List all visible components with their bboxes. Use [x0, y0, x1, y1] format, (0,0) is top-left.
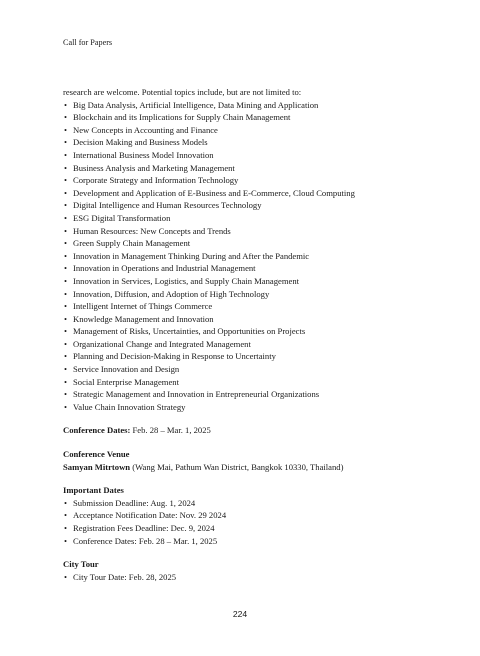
date-list-item: [63, 522, 423, 535]
bullet-glyph: •: [64, 275, 68, 286]
bullet-glyph: •: [64, 523, 68, 533]
list-item-text: New Concepts in Accounting and Finance: [73, 124, 218, 135]
topic-list-item: [63, 99, 423, 112]
date-list-item: [63, 535, 423, 548]
bullet-glyph: •: [64, 137, 68, 148]
page-number: 224: [232, 609, 248, 619]
list-item-text: Intelligent Internet of Things Commerce: [73, 301, 213, 312]
list-item-text: Strategic Management and Innovation in Entrepreneurial Organizations: [73, 389, 320, 400]
bullet-glyph: •: [64, 571, 68, 582]
bullet-glyph: •: [64, 225, 68, 236]
running-head: Call for Papers: [63, 38, 113, 47]
list-item-text: Green Supply Chain Management: [73, 238, 191, 249]
topic-list-item: [63, 250, 423, 263]
list-item-text: Corporate Strategy and Information Technology: [73, 175, 239, 186]
list-item-text: Conference Dates: Feb. 28 – Mar. 1, 2025: [73, 535, 218, 546]
topic-list-item: [63, 162, 423, 175]
bullet-glyph: •: [64, 301, 68, 312]
bullet-glyph: •: [64, 124, 68, 135]
topic-list-item: [63, 338, 423, 351]
topic-list-item: [63, 313, 423, 326]
list-item-text: Big Data Analysis, Artificial Intelligence, Data Mining and Application: [73, 99, 319, 110]
topic-list-item: [63, 111, 423, 124]
list-item-text: Management of Risks, Uncertainties, and Opportunities on Projects: [73, 326, 306, 337]
conference-dates: [63, 424, 423, 437]
date-list-item: [63, 497, 423, 510]
bullet-glyph: •: [64, 510, 68, 521]
bullet-glyph: •: [64, 112, 68, 123]
venue-name: Samyan Mitrtown: [63, 461, 131, 472]
list-item-text: Decision Making and Business Models: [73, 137, 208, 148]
date-list-item: [63, 509, 423, 522]
topic-list-item: [63, 212, 423, 225]
topics-list: [63, 99, 423, 414]
topic-list-item: [63, 136, 423, 149]
topic-list-item: [63, 300, 423, 313]
bullet-glyph: •: [64, 497, 68, 508]
bullet-glyph: •: [64, 389, 68, 400]
bullet-glyph: •: [64, 212, 68, 223]
tour-list-item: [63, 571, 423, 584]
list-item-text: Acceptance Notification Date: Nov. 29 2024: [73, 510, 227, 521]
topic-list-item: [63, 363, 423, 376]
bullet-glyph: •: [64, 263, 68, 274]
bullet-glyph: •: [64, 364, 68, 375]
list-item-text: Development and Application of E-Business and E-Commerce, Cloud Computing: [73, 187, 355, 198]
list-item-text: Human Resources: New Concepts and Trends: [73, 225, 231, 236]
city-tour-list: [63, 571, 423, 584]
bullet-glyph: •: [64, 313, 68, 324]
bullet-glyph: •: [64, 351, 68, 362]
list-item-text: Innovation, Diffusion, and Adoption of High Technology: [73, 288, 270, 299]
bullet-glyph: •: [64, 401, 68, 412]
bullet-glyph: •: [64, 175, 68, 186]
intro-text: research are welcome. Potential topics include, but are not limited to:: [63, 87, 302, 97]
bullet-glyph: •: [64, 200, 68, 211]
conference-dates-value: Feb. 28 – Mar. 1, 2025: [130, 425, 211, 436]
bullet-glyph: •: [64, 376, 68, 387]
city-tour-heading: City Tour: [63, 559, 99, 570]
bullet-glyph: •: [64, 250, 68, 261]
list-item-text: Business Analysis and Marketing Management: [73, 162, 235, 173]
topic-list-item: [63, 275, 423, 288]
list-item-text: Innovation in Management Thinking During and After the Pandemic: [73, 250, 310, 261]
topic-list-item: [63, 388, 423, 401]
list-item-text: Organizational Change and Integrated Management: [73, 338, 251, 349]
list-item-text: International Business Model Innovation: [73, 149, 214, 160]
topic-list-item: [63, 376, 423, 389]
list-item-text: Innovation in Services, Logistics, and Supply Chain Management: [73, 275, 300, 286]
topic-list-item: [63, 325, 423, 338]
list-item-text: Submission Deadline: Aug. 1, 2024: [73, 497, 196, 508]
bullet-glyph: •: [64, 326, 68, 337]
list-item-text: Blockchain and its Implications for Supply Chain Management: [73, 112, 291, 123]
topic-list-item: [63, 262, 423, 275]
list-item-text: ESG Digital Transformation: [73, 212, 171, 223]
list-item-text: City Tour Date: Feb. 28, 2025: [73, 571, 177, 582]
topic-list-item: [63, 401, 423, 414]
topic-list-item: [63, 237, 423, 250]
important-dates-heading: Important Dates: [63, 485, 124, 496]
venue-heading: Conference Venue: [63, 449, 130, 460]
list-item-text: Planning and Decision-Making in Response to Uncertainty: [73, 351, 276, 362]
page-body: [63, 86, 423, 583]
list-item-text: Value Chain Innovation Strategy: [73, 401, 186, 412]
topic-list-item: [63, 199, 423, 212]
topic-list-item: [63, 187, 423, 200]
list-item-text: Service Innovation and Design: [73, 364, 180, 375]
topic-list-item: [63, 174, 423, 187]
topic-list-item: [63, 225, 423, 238]
important-dates-list: [63, 497, 423, 547]
conference-dates-label: Conference Dates:: [63, 425, 131, 436]
bullet-glyph: •: [64, 99, 68, 110]
bullet-glyph: •: [64, 338, 68, 349]
bullet-glyph: •: [64, 238, 68, 249]
bullet-glyph: •: [64, 149, 68, 160]
topic-list-item: [63, 124, 423, 137]
topic-list-item: [63, 288, 423, 301]
venue-line: [63, 461, 423, 474]
bullet-glyph: •: [64, 535, 68, 546]
list-item-text: Knowledge Management and Innovation: [73, 313, 214, 324]
venue-address: (Wang Mai, Pathum Wan District, Bangkok 10330, Thailand): [130, 461, 344, 472]
topic-list-item: [63, 149, 423, 162]
bullet-glyph: •: [64, 288, 68, 299]
bullet-glyph: •: [64, 187, 68, 198]
list-item-text: Social Enterprise Management: [73, 376, 179, 387]
list-item-text: Innovation in Operations and Industrial Management: [73, 263, 256, 274]
list-item-text: Registration Fees Deadline: Dec. 9, 2024: [73, 523, 215, 533]
list-item-text: Digital Intelligence and Human Resources Technology: [73, 200, 262, 211]
topic-list-item: [63, 350, 423, 363]
bullet-glyph: •: [64, 162, 68, 173]
